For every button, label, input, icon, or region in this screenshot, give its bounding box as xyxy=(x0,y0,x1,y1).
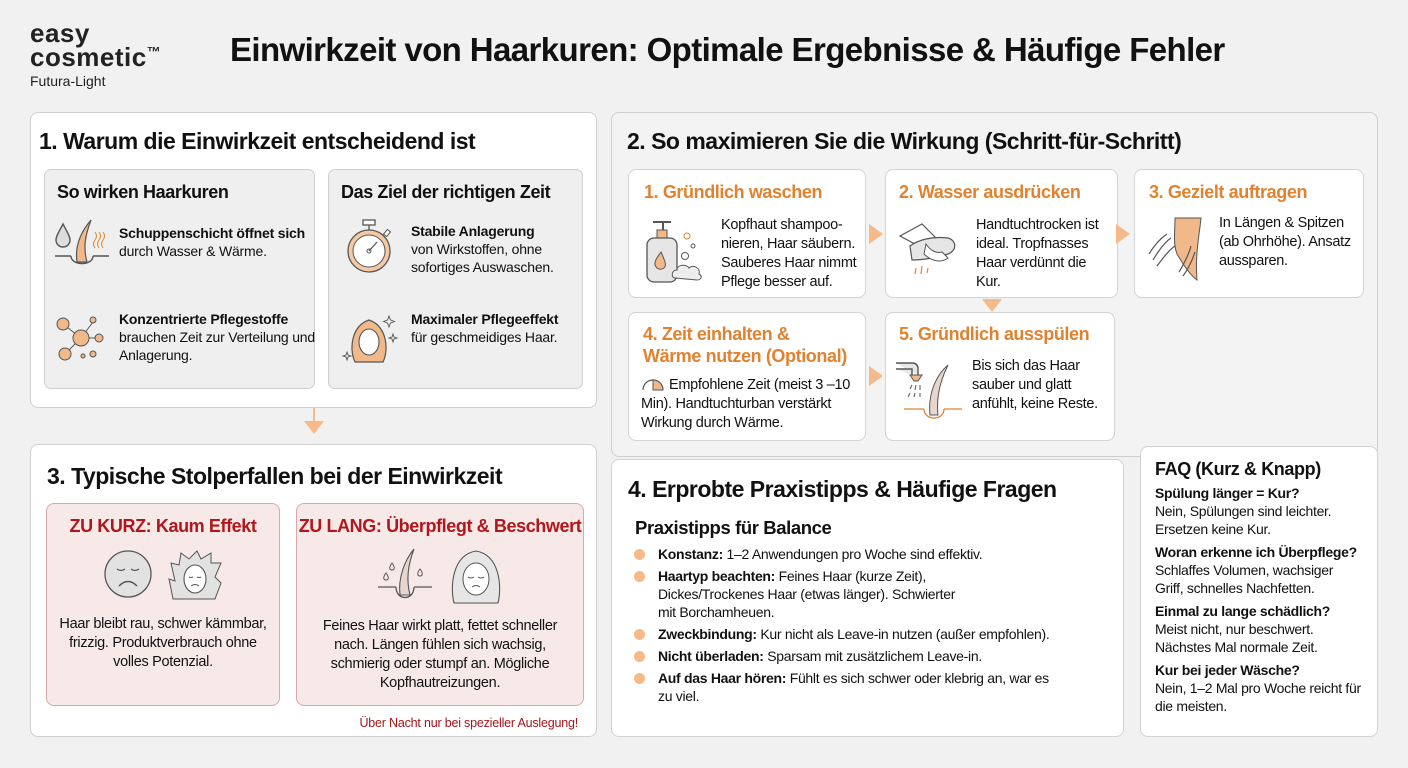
overnight-warning: Über Nacht nur bei spezieller Auslegung! xyxy=(359,716,578,730)
faq-question: Einmal zu lange schädlich? xyxy=(1155,603,1331,619)
faq-question: Kur bei jeder Wäsche? xyxy=(1155,662,1300,678)
section-tips-faq xyxy=(611,459,1124,737)
flow-arrow-down xyxy=(304,421,324,434)
tip-text: Sparsam mit zusätzlichem Leave-in. xyxy=(763,648,982,664)
page-title: Einwirkzeit von Haarkuren: Optimale Ergebnisse & Häufige Fehler xyxy=(230,31,1225,68)
bullet-icon xyxy=(634,549,645,560)
section-pitfalls xyxy=(30,444,597,737)
sad-face-icon xyxy=(103,549,153,599)
stopwatch-icon xyxy=(341,218,399,276)
card-goal-of-right-time xyxy=(328,169,583,389)
card-title: So wirken Haarkuren xyxy=(57,182,229,202)
faq-item xyxy=(1155,602,1363,656)
flow-arrow-right xyxy=(1116,224,1130,244)
faq-question: Spülung länger = Kur? xyxy=(1155,485,1300,501)
info-bold: Schuppenschicht öffnet sich xyxy=(119,225,305,241)
brand-logo xyxy=(30,20,161,88)
step-text: Bis sich das Haar sauber und glatt anfühlt, keine Reste. xyxy=(972,358,1098,412)
info-text xyxy=(119,224,305,260)
info-item xyxy=(341,218,581,276)
step-body xyxy=(1145,214,1359,284)
clock-icon xyxy=(641,374,665,392)
card-title: Das Ziel der richtigen Zeit xyxy=(341,182,551,202)
faq-answer: Nein, Spülungen sind leichter. Ersetzen keine Kur. xyxy=(1155,503,1332,537)
pitfall-text: Feines Haar wirkt platt, fettet schneller nach. Längen fühlen sich wachsig, schmierig oder stumpf an. Mögliche Kopfhautreizungen. xyxy=(322,618,558,691)
tip-text: Kur nicht als Leave-in nutzen (außer empfohlen). xyxy=(756,626,1050,642)
step-text: Empfohlene Zeit (meist 3 –10 Min). Handtuchturban verstärkt Wirkung durch Wärme. xyxy=(641,377,850,431)
flow-arrow-right xyxy=(869,366,883,386)
tired-woman-icon xyxy=(448,547,504,605)
section-1-title: 1. Warum die Einwirkzeit entscheidend ist xyxy=(39,128,476,154)
tip-item xyxy=(632,567,962,621)
pitfall-text: Haar bleibt rau, schwer kämmbar, frizzig. Produktverbrauch ohne volles Potenzial. xyxy=(59,616,267,670)
card-how-treatments-work xyxy=(44,169,315,389)
faq-answer: Meist nicht, nur beschwert. Nächstes Mal normale Zeit. xyxy=(1155,621,1318,655)
info-text xyxy=(411,222,581,276)
step-title xyxy=(643,323,847,367)
tip-text: Feines Haar (kurze Zeit), Dickes/Trockenes Haar (etwas länger). Schwierter mit Borchamheuen. xyxy=(658,568,956,620)
tip-item xyxy=(632,669,1052,705)
step-title-line2: Wärme nutzen (Optional) xyxy=(643,346,847,366)
info-bold: Stabile Anlagerung xyxy=(411,223,535,239)
pitfall-icons xyxy=(47,549,279,601)
section-why-time-matters xyxy=(30,112,597,408)
info-desc: durch Wasser & Wärme. xyxy=(119,243,267,259)
info-item xyxy=(341,310,581,368)
faq-box xyxy=(1140,446,1378,737)
tip-label: Nicht überladen: xyxy=(658,648,764,664)
step-text: Handtuchtrocken ist ideal. Tropfnasses Haar verdünnt die Kur. xyxy=(976,217,1099,290)
oily-hair-follicle-icon xyxy=(376,547,434,605)
flow-arrow-stem xyxy=(313,408,315,422)
hands-applying-hair-icon xyxy=(1145,214,1209,284)
bullet-icon xyxy=(634,673,645,684)
step-body xyxy=(641,374,861,433)
step-title: 5. Gründlich ausspülen xyxy=(899,324,1090,344)
tip-text: Fühlt es sich schwer oder klebrig an, war es zu viel. xyxy=(658,670,1049,704)
tip-text: 1–2 Anwendungen pro Woche sind effektiv. xyxy=(722,546,983,562)
bullet-icon xyxy=(634,571,645,582)
faq-title: FAQ (Kurz & Knapp) xyxy=(1155,459,1321,479)
faq-answer: Schlaffes Volumen, wachsiger Griff, schnelles Nachfetten. xyxy=(1155,562,1334,596)
brand-line1: easy xyxy=(30,18,90,48)
section-4-title: 4. Erprobte Praxistipps & Häufige Fragen xyxy=(628,476,1057,502)
tip-label: Auf das Haar hören: xyxy=(658,670,787,686)
info-item xyxy=(53,218,311,276)
info-desc: brauchen Zeit zur Verteilung und Anlagerung. xyxy=(119,329,315,363)
faq-question: Woran erkenne ich Überpflege? xyxy=(1155,544,1357,560)
pitfall-title: ZU LANG: Überpflegt & Beschwert xyxy=(298,516,582,536)
tip-item xyxy=(632,545,1112,563)
flow-arrow-down xyxy=(982,299,1002,312)
tip-label: Haartyp beachten: xyxy=(658,568,776,584)
section-2-title: 2. So maximieren Sie die Wirkung (Schritt-für-Schritt) xyxy=(627,128,1182,154)
info-desc: von Wirkstoffen, ohne sofortiges Auswaschen. xyxy=(411,241,554,275)
molecule-icon xyxy=(53,310,111,368)
brand-name: cosmetic xyxy=(30,42,147,72)
info-item xyxy=(53,310,315,368)
towel-wringing-icon xyxy=(896,216,964,286)
shiny-hair-woman-icon xyxy=(341,310,399,368)
info-desc: für geschmeidiges Haar. xyxy=(411,329,558,345)
step-title: 2. Wasser ausdrücken xyxy=(899,182,1081,202)
pitfall-too-long xyxy=(296,503,584,706)
pitfall-too-short xyxy=(46,503,280,706)
shower-rinse-icon xyxy=(894,357,964,427)
info-bold: Konzentrierte Pflegestoffe xyxy=(119,311,289,327)
tip-item xyxy=(632,647,1112,665)
tip-label: Konstanz: xyxy=(658,546,723,562)
step-body xyxy=(896,216,1111,292)
faq-item xyxy=(1155,484,1363,538)
step-text: Kopfhaut shampoo-nieren, Haar säubern. Sauberes Haar nimmt Pflege besser auf. xyxy=(721,217,857,290)
step-body xyxy=(894,357,1112,427)
trademark: ™ xyxy=(146,43,162,60)
faq-item xyxy=(1155,543,1363,597)
section-3-title: 3. Typische Stolperfallen bei der Einwirkzeit xyxy=(47,463,503,489)
step-card-2 xyxy=(885,169,1118,298)
info-bold: Maximaler Pflegeeffekt xyxy=(411,311,559,327)
hair-follicle-water-heat-icon xyxy=(53,218,111,276)
step-text: In Längen & Spitzen (ab Ohrhöhe). Ansatz aussparen. xyxy=(1219,215,1351,269)
frizzy-hair-woman-icon xyxy=(167,549,223,601)
brand-subtitle: Futura-Light xyxy=(30,73,106,89)
brand-line2 xyxy=(30,44,161,70)
tips-title: Praxistipps für Balance xyxy=(635,517,832,538)
bullet-icon xyxy=(634,629,645,640)
tips-list xyxy=(632,545,1112,709)
step-card-5 xyxy=(885,312,1115,441)
step-card-1 xyxy=(628,169,866,298)
info-text xyxy=(119,310,315,364)
shampoo-bottle-icon xyxy=(641,216,709,286)
bullet-icon xyxy=(634,651,645,662)
faq-item xyxy=(1155,661,1363,715)
pitfall-icons xyxy=(297,547,583,605)
pitfall-title: ZU KURZ: Kaum Effekt xyxy=(69,516,257,536)
tip-label: Zweckbindung: xyxy=(658,626,757,642)
tip-item xyxy=(632,625,1112,643)
step-card-3 xyxy=(1134,169,1364,298)
step-title: 1. Gründlich waschen xyxy=(644,182,823,202)
step-card-4 xyxy=(628,312,866,441)
step-title: 3. Gezielt auftragen xyxy=(1149,182,1308,202)
flow-arrow-right xyxy=(869,224,883,244)
step-body xyxy=(641,216,871,292)
step-title-line1: 4. Zeit einhalten & xyxy=(643,324,790,344)
faq-answer: Nein, 1–2 Mal pro Woche reicht für die meisten. xyxy=(1155,680,1361,714)
info-text xyxy=(411,310,558,346)
